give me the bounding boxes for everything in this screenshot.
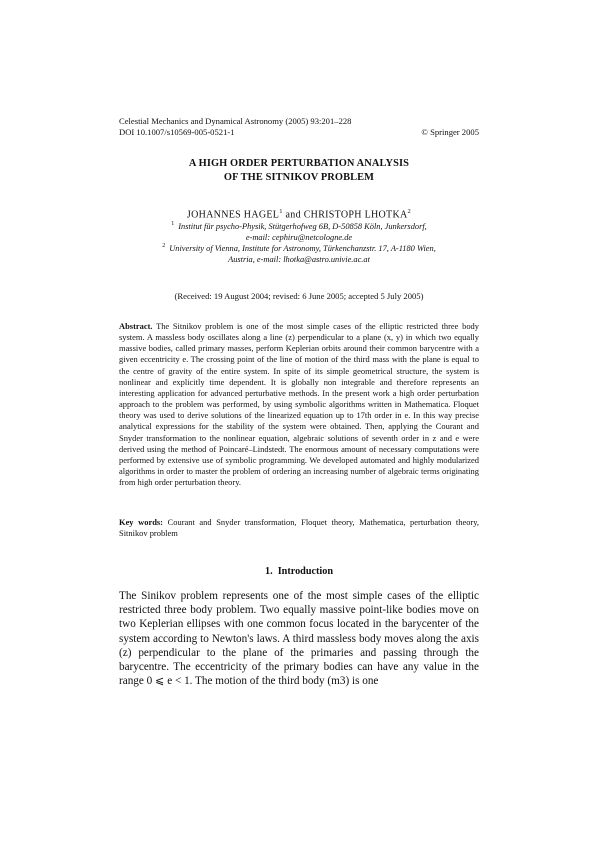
affiliation-2-line-1: University of Vienna, Institute for Astronomy, Türkenchanzstr. 17, A-1180 Wien, xyxy=(169,243,436,253)
keywords-text: Courant and Snyder transformation, Floquet theory, Mathematica, perturbation theory, Sitnikov problem xyxy=(119,517,480,539)
keywords xyxy=(119,517,479,539)
author-conjunction: and xyxy=(282,209,304,221)
received-dates: (Received: 19 August 2004; revised: 6 June 2005; accepted 5 July 2005) xyxy=(174,291,424,301)
abstract xyxy=(119,321,479,488)
copyright: © Springer 2005 xyxy=(421,127,479,137)
doi-row xyxy=(119,127,479,138)
title-line-1: A HIGH ORDER PERTURBATION ANALYSIS xyxy=(188,158,410,169)
affiliation-1-line-1: Institut für psycho-Physik, Stütgerhofweg 6B, D-50858 Köln, Junkersdorf, xyxy=(178,221,427,231)
section-heading: 1. Introduction xyxy=(264,566,334,577)
abstract-text: The Sitnikov problem is one of the most simple cases of the elliptic restricted three body system. A massless body oscillates along a line (z) perpendicular to a plane (x, y) in which two equally massive bodies, called primary masses, perform Keplerian orbits around their common barycentre with a given eccentricity e. The crossing point of the line of motion of the third mass with the plane is equal to the centre of gravity of the entire system. In spite of its simple geometrical structure, the system is nonlinear and explicitly time dependent. It is globally non integrable and therefore represents an interesting application for advanced perturbative methods. In the present work a high order perturbation approach to the problem was performed, by using symbolic algorithms written in Mathematica. Floquet theory was used to derive solutions of the linearized equation up to 17th order in e. In this way precise analytical expressions for the stability of the system were obtained. Then, applying the Courant and Snyder transformation to the nonlinear equation, algebraic solutions of seventh order in z and e were derived using the method of Poincaré–Lindstedt. The enormous amount of necessary computations were performed by extensive use of symbolic programming. We developed automated and highly modularized algorithms in order to master the problem of ordering an increasing number of algebraic terms originating from high order perturbation theory. xyxy=(119,321,479,488)
affiliation-2-line-2: Austria, e-mail: lhotka@astro.univie.ac.at xyxy=(228,255,370,264)
doi: DOI 10.1007/s10569-005-0521-1 xyxy=(119,127,235,137)
intro-paragraph: The Sinikov problem represents one of the most simple cases of the elliptic restricted three body problem. Two equally massive point-like bodies move on two Keplerian ellipses with one common focus located in the barycenter of the system according to Newton's laws. A third massless body moves along the axis (z) perpendicular to the plane of the primaries and passing through the barycentre. The eccentricity of the primary bodies can have any value in the range 0 ⩽ e < 1. The motion of the third body (m3) is one xyxy=(119,590,479,688)
journal-citation: Celestial Mechanics and Dynamical Astronomy (2005) 93:201–228 xyxy=(119,116,352,126)
affiliation-1-line-2: e-mail: cephiru@netcologne.de xyxy=(245,233,353,242)
affiliation-1-mark: 1 xyxy=(171,221,175,227)
author-2-mark: 2 xyxy=(407,208,412,215)
keywords-label: Key words: xyxy=(119,517,163,527)
author-1-mark: 1 xyxy=(279,208,283,215)
affiliation-2-mark: 2 xyxy=(162,243,166,249)
affiliation-1 xyxy=(119,219,479,243)
journal-header xyxy=(119,116,479,138)
title-line-2: OF THE SITNIKOV PROBLEM xyxy=(223,171,375,183)
paper-title xyxy=(119,157,479,184)
author-2: CHRISTOPH LHOTKA xyxy=(303,209,408,221)
abstract-label: Abstract. xyxy=(119,321,153,331)
author-1: JOHANNES HAGEL xyxy=(186,209,280,221)
affiliation-2 xyxy=(119,241,479,265)
